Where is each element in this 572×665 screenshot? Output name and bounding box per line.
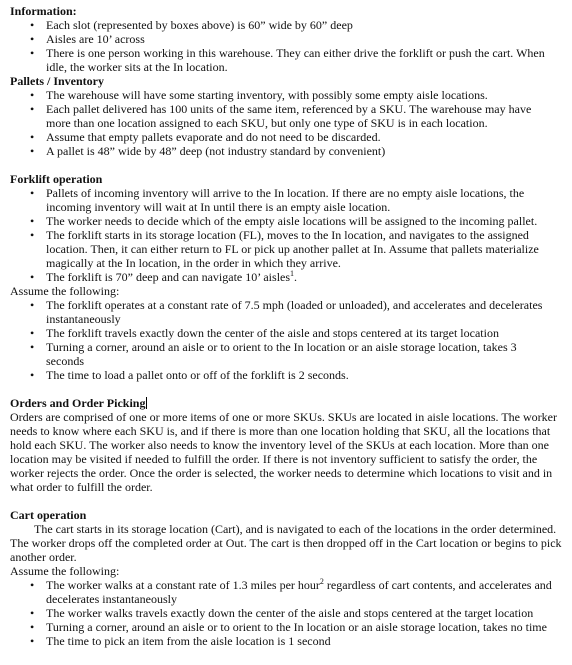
pallets-heading: Pallets / Inventory <box>10 74 104 88</box>
forklift-assume-list <box>10 298 562 382</box>
list-item: • Assume that empty pallets evaporate and do not need to be discarded. <box>10 130 562 144</box>
list-item: • The time to load a pallet onto or off of the forklift is 2 seconds. <box>10 368 562 382</box>
information-heading: Information: <box>10 4 77 18</box>
list-item: • The warehouse will have some starting inventory, with possibly some empty aisle locations. <box>10 88 562 102</box>
pallets-list <box>10 88 562 158</box>
text-cursor <box>146 397 147 409</box>
list-item: • A pallet is 48” wide by 48” deep (not industry standard by convenient) <box>10 144 562 158</box>
forklift-section <box>10 172 562 382</box>
pallets-section <box>10 74 562 158</box>
walk-rate-text: The worker walks at a constant rate of 1.3 miles per hour <box>46 578 320 592</box>
list-item: • The time to pick an item from the aisle location is 1 second <box>10 634 562 648</box>
list-item: • The forklift travels exactly down the center of the aisle and stops centered at its target location <box>10 326 562 340</box>
orders-section <box>10 396 562 494</box>
footnote-mark: 1 <box>290 269 295 278</box>
list-item: • The forklift is 70” deep and can navigate 10’ aisles$^1$. <box>10 270 562 284</box>
cart-section <box>10 508 562 648</box>
walk-rate-tail: regardless of cart contents, and accelerates and decelerates instantaneously <box>46 578 552 606</box>
forklift-list <box>10 186 562 284</box>
forklift-depth-text: The forklift is 70” deep and can navigate 10’ aisles <box>46 270 291 284</box>
cart-heading: Cart operation <box>10 508 87 522</box>
list-item: • Each slot (represented by boxes above) is 60” wide by 60” deep <box>10 18 562 32</box>
list-item: • Pallets of incoming inventory will arrive to the In location. If there are no empty aisle locations, the incoming inventory will wait at In until there is an empty aisle location. <box>10 186 562 214</box>
cart-paragraph: The cart starts in its storage location (Cart), and is navigated to each of the locations in the order determined. The worker drops off the completed order at Out. The cart is then dropped off in the Cart location or begins to pick another order. <box>10 522 562 564</box>
information-list <box>10 18 562 74</box>
list-item: • The worker walks travels exactly down the center of the aisle and stops centered at the target location <box>10 606 562 620</box>
cart-assume-list <box>10 578 562 648</box>
list-item: • Turning a corner, around an aisle or to orient to the In location or an aisle storage location, takes 3 seconds <box>10 340 562 368</box>
list-item: • The forklift operates at a constant rate of 7.5 mph (loaded or unloaded), and accelerates and decelerates instantaneously <box>10 298 562 326</box>
forklift-heading: Forklift operation <box>10 172 103 186</box>
assume-label: Assume the following: <box>10 284 120 298</box>
list-item: • The worker needs to decide which of the empty aisle locations will be assigned to the incoming pallet. <box>10 214 562 228</box>
list-item: • Aisles are 10’ across <box>10 32 562 46</box>
list-item <box>10 578 562 606</box>
orders-heading: Orders and Order Picking <box>10 396 146 410</box>
assume-label: Assume the following: <box>10 564 120 578</box>
list-item: • Turning a corner, around an aisle or to orient to the In location or an aisle storage location, takes no time <box>10 620 562 634</box>
orders-paragraph: Orders are comprised of one or more items of one or more SKUs. SKUs are located in aisle locations. The worker needs to know where each SKU is, and if there is more than one location holding that SKU, all the locations that hold each SKU. The worker also needs to know the inventory level of the SKUs at each location. More than one location may be visited if needed to fulfill the order. If there is not inventory sufficient to satisfy the order, the worker rejects the order. Once the order is selected, the worker needs to determine which locations to visit and in what order to fulfill the order. <box>10 410 557 494</box>
information-section <box>10 4 562 74</box>
list-item: • Each pallet delivered has 100 units of the same item, referenced by a SKU. The warehouse may have more than one location assigned to each SKU, but only one type of SKU is in each location. <box>10 102 562 130</box>
list-item: • There is one person working in this warehouse. They can either drive the forklift or push the cart. When idle, the worker sits at the In location. <box>10 46 562 74</box>
footnote-mark: 2 <box>319 577 324 586</box>
list-item: • The forklift starts in its storage location (FL), moves to the In location, and navigates to the assigned location. Then, it can either return to FL or pick up another pallet at In. Assume that pallets materialize magically at the In location, in the order in which they arrive. <box>10 228 562 270</box>
